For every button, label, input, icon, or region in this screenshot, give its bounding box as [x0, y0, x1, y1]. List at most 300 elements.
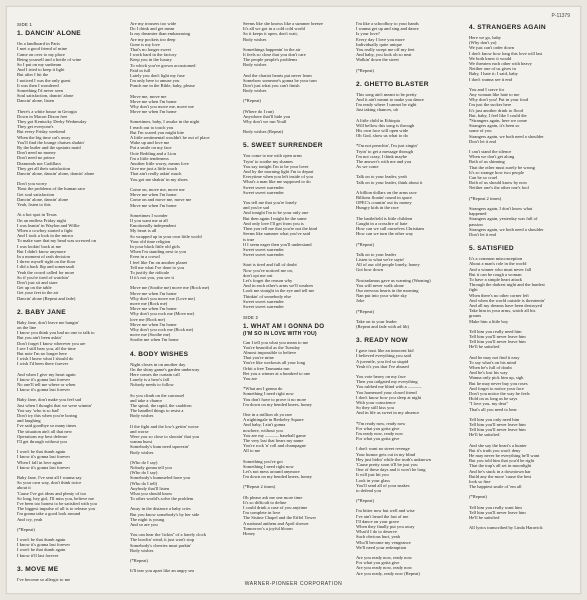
lyric-line: So long, hey girl, I'll miss you, believe me — [17, 495, 94, 501]
lyric-line: To which you've grown accustomed — [130, 62, 196, 68]
lyric-line: I know you think you had no one to talk to — [17, 330, 95, 336]
lyric-line: Don't just what you can't finish — [243, 83, 300, 89]
lyric-line: For what you gotta give — [356, 436, 400, 442]
lyric-line: Don't try this when you're boring — [17, 413, 78, 418]
lyric-line: You can hear the 'tickin'' of a lonely clock — [130, 532, 206, 538]
lyric-line: Don't need no prince — [17, 155, 55, 161]
lyric-line: Make him a little boy — [469, 318, 509, 324]
song-subtitle: (I'M SO IN LOVE WITH YOU) — [243, 330, 317, 337]
lyric-line: Why don't we run Youll — [243, 119, 287, 125]
lyric-line: to defend you — [356, 488, 382, 494]
lyric-line: Can I tell you what you mean to me — [243, 339, 309, 345]
lyric-line: A national anthem and April shower — [243, 520, 309, 526]
lyric-line: and you're sad — [243, 205, 270, 211]
lyric-line: Body wishes — [130, 547, 154, 553]
lyric-line: No one'll tell me where or when — [17, 381, 76, 387]
lyric-line: (Who do I say) — [130, 470, 158, 476]
lyric-line: That's all you need to hear — [469, 406, 517, 412]
lyric-line: (*Repeat) — [356, 67, 374, 73]
lyric-line: You come to me with open arms — [243, 153, 302, 159]
lyric-line: The Sistine Chapel and the Eiffel Tower — [243, 515, 317, 521]
lyric-line: Sweet sweet surrender — [243, 246, 284, 252]
lyric-line: Neither one of us gives in — [469, 66, 516, 72]
lyric-line: is true — [243, 236, 255, 242]
lyric-line: Everytime when you left inside of you — [243, 174, 313, 180]
lyric-line: Talk on to your leader, think about it — [356, 179, 423, 185]
lyric-line: Tell him you'll never leave him — [469, 427, 526, 433]
lyric-line: Down in Macon Dixon free — [17, 113, 68, 119]
lyric-line: *I'm ready now, ready now — [356, 420, 406, 426]
lyric-line: If you want me at all — [130, 217, 168, 223]
lyric-line: That you're mine — [243, 355, 274, 361]
lyric-line: Somebody's bummeled have you — [130, 475, 191, 481]
lyric-line: Don't need no money — [17, 150, 56, 156]
lyric-line: You are my ——— baseball game — [243, 432, 306, 438]
lyric-line: Don't forget I know wherever you are — [17, 340, 86, 346]
lyric-line: Nobody needs to follow — [130, 382, 174, 388]
lyric-line: Move me when I'm home — [130, 306, 177, 312]
lyric-line: And by the morning light I'm to depart — [243, 169, 314, 175]
stanza-gap — [17, 558, 129, 563]
lyric-line: Tell him you'll never leave him — [469, 333, 526, 339]
lyric-line: Here comes the curtain call — [130, 371, 180, 377]
lyric-line: I know it's gonna last forever — [17, 542, 70, 548]
lyric-line: on the line — [17, 324, 37, 330]
lyric-line: And I took a look in the mirror — [17, 233, 74, 239]
lyric-line: And only love I'll get from you is — [243, 220, 304, 226]
stanza-gap — [356, 329, 468, 334]
lyric-line: I wish I knew what I should do — [17, 356, 74, 362]
lyric-line: Tell him you really want him — [469, 504, 522, 510]
song-title: 4. STRANGERS AGAIN — [469, 24, 546, 31]
lyric-line: (Who do I tell) — [130, 480, 158, 486]
lyric-line: The very last that bears my name — [243, 438, 304, 443]
lyrics-column-5 — [469, 21, 581, 573]
lyric-line: Bet you a winner at a hundred to one — [243, 370, 311, 376]
lyric-line: And baby, you look oh so neat — [356, 52, 412, 58]
lyric-line: And forget to notice your face — [469, 385, 524, 391]
lyric-line: One in a million oh ya rare — [243, 411, 292, 417]
lyric-line: I was leanin' in Waylon and Willie — [17, 222, 80, 228]
lyric-line: (*Repeat) — [469, 494, 487, 500]
lyric-line: You'll send all of your snakes — [356, 482, 410, 488]
lyric-line: (*Repeat) — [17, 526, 35, 532]
lyric-line: You vote heavy on my face — [356, 373, 406, 379]
lyric-line: And in life as sweet in my absence — [356, 410, 420, 416]
lyric-line: Seems like summer what you've said — [243, 231, 311, 237]
lyric-line: When there's no other corner left — [469, 292, 529, 298]
lyric-line: They get everyone's — [17, 124, 54, 130]
lyric-line: If it's not you, you see it — [130, 275, 174, 281]
lyric-line: The spiral, the rapid, the cauldron — [130, 403, 192, 408]
lyric-line: and take a chance — [130, 397, 163, 403]
lyric-line: Billions floatin' round in space — [356, 195, 412, 201]
lyric-line: And when the world outside is threatenin' — [469, 297, 545, 303]
stanza-gap — [243, 309, 355, 314]
lyric-line: Tryin' to soothe my shames — [243, 158, 293, 164]
lyric-line: He'll be satisfied — [469, 515, 500, 521]
lyric-line: Baby Jane, don't leave me hangin' — [17, 319, 79, 325]
lyric-line: Are you ready, ready now (Repeat) — [356, 570, 420, 576]
lyric-line: happened — [469, 211, 487, 217]
lyric-line: You tell me that you're lonely — [243, 200, 297, 206]
lyric-line: At a hot spot in Texas — [17, 212, 57, 218]
lyric-line: Dancin' alone, listen — [17, 98, 55, 104]
lyric-line: Yeah it's you that I've abused — [356, 363, 409, 369]
lyric-line: To have a simple heart attack — [469, 276, 523, 282]
lyric-line: Listen to what we're sayin' — [356, 256, 405, 262]
lyric-line: Dancin' alone (Repeat and fade) — [17, 295, 76, 301]
lyric-line: The biggest impulse of all is to release you — [17, 506, 96, 512]
lyric-line: A little child in Ethiopia — [356, 117, 400, 123]
lyric-line: I'm bitter now but well and wise — [356, 508, 415, 514]
lyric-line: All lyrics transcribed by Linda Haravick — [469, 525, 543, 531]
lyric-line: But it's truth you won't deny — [469, 447, 521, 453]
lyric-line: I know it's gonna last forever — [17, 464, 70, 470]
lyric-line: I'm only here to amuse you — [130, 78, 180, 84]
lyric-line: Body wishes — [130, 449, 154, 455]
lyric-line: Walkin' down the street — [356, 57, 399, 63]
lyric-line: Will bellow this song is through — [356, 122, 415, 128]
lyric-line: The howlin' wind, it just won't stop — [130, 537, 195, 543]
lyric-line: So if you're tired of watchin' — [17, 274, 69, 280]
lyric-line: So wrapped up in your own little world — [130, 233, 202, 239]
lyric-line: The situation ain't all that new — [17, 428, 72, 434]
lyric-line: You are — [243, 375, 258, 381]
lyric-line: I'm down on my bended knees, honey — [243, 401, 312, 407]
lyric-line: Who'll become my vengeance — [356, 539, 411, 545]
lyric-line: And baby, I ain't gonna — [243, 422, 286, 428]
lyric-line: I'm a little tenderness — [130, 155, 169, 161]
lyric-line: Put a smile on my face — [130, 145, 172, 151]
lyric-line: When a cowboy started a fight — [17, 227, 73, 233]
lyric-line: Baby Jane, don't make you feel sad — [17, 397, 82, 403]
lyric-line: On a landboard in Paris — [17, 41, 60, 47]
lyric-line: Do I drink and get mean — [130, 26, 175, 32]
lyric-line: Move me when I'm home — [130, 290, 177, 296]
lyric-line: And the chariot hearts put never learn — [243, 72, 312, 78]
lyric-line: Lonely is a hero's fall — [130, 377, 170, 383]
lyric-line: Somethings happenin' in the air — [243, 46, 301, 52]
lyric-line: Here we go, baby — [469, 35, 502, 40]
lyric-line: Look me straight in the eye and tell me — [243, 288, 315, 294]
lyric-line: Why don't you rock me (Rock me) — [130, 326, 194, 332]
lyric-line: All to me — [243, 448, 261, 454]
lyric-line: I've become so allergic to me — [17, 576, 71, 582]
lyric-line: (*Repeat) — [356, 498, 374, 504]
lyric-line: Night closes in on another day — [130, 361, 186, 367]
lyric-line: About a man's role in the world — [469, 261, 527, 267]
lyric-line: It's so strange how two people — [469, 169, 524, 175]
lyric-line: Got bow down — [356, 267, 384, 273]
lyric-line: Something I need right now — [243, 391, 294, 397]
lyric-line: 'Cause pretty soon it'll be just you — [356, 462, 418, 467]
lyric-line: Don't you worry — [17, 181, 47, 187]
lyric-sheet — [6, 6, 581, 594]
lyric-line: Diamonds nor Cadillacs — [17, 160, 61, 166]
song-title: 3. MOVE ME — [17, 565, 59, 573]
lyric-line: I believed everything you said — [356, 353, 412, 359]
lyric-line: Tell me what I've done to you — [130, 264, 185, 270]
lyric-line: But you told him that you'd be right — [469, 458, 535, 464]
lyric-line: A nightingale in Berkeley Square — [243, 417, 304, 423]
lyric-line: Hey just hidin' while the truth's unknown — [356, 456, 431, 462]
lyric-line: Punch me in the Bible, baby, please — [130, 83, 195, 89]
lyric-line: Tell him you'll never leave him — [469, 509, 526, 515]
lyric-line: Sweet sweet surrender — [243, 303, 284, 309]
lyric-line: You say tonight I'm to be your lover — [243, 163, 309, 169]
lyric-line: The handled things to resist a — [130, 408, 184, 414]
lyric-line: You'll find the lounge chaises shakin' — [17, 139, 85, 145]
lyric-line: Sweet sweet surrender — [243, 189, 284, 195]
lyric-line: I noticed I was the only guest — [17, 77, 71, 83]
lyric-line: Hungry kids in the race — [356, 205, 399, 211]
lyric-line: Give me just a little touch — [130, 166, 178, 172]
lyric-line: (*Repeat) — [356, 308, 374, 314]
lyric-line: Another little worry, means love — [130, 161, 189, 167]
lyric-line: The happiest smile of 'em all — [469, 484, 522, 490]
lyric-line: But after I hit the — [17, 72, 49, 78]
lyric-line: To other world's solve the problem — [130, 496, 194, 502]
lyric-line: 'Bout the problems of the human race — [17, 186, 86, 192]
lyric-line: I see I still hear you, all the time — [17, 345, 76, 351]
lyric-line: My heart is all — [130, 228, 157, 234]
lyric-line: Body wishes — [243, 36, 267, 42]
lyric-line: Just taking chances, uh — [356, 107, 398, 113]
lyric-line: Neither one's the other one's fool — [469, 185, 529, 191]
lyric-line: And he's lost his way — [469, 370, 508, 376]
lyric-line: It's just another drink to flood — [469, 107, 523, 113]
lyric-line: You rubbed me blind with a ——— — [356, 384, 422, 390]
lyric-line: Take on to your leader — [356, 318, 397, 324]
song-title: 3. READY NOW — [356, 337, 408, 345]
lyric-line: And I tried to keep it light — [17, 67, 65, 73]
lyric-line: Move me when I'm home — [130, 192, 177, 198]
lyric-line: Tell him you'll never leave him — [469, 339, 526, 345]
lyric-line: So they still kiss you — [356, 405, 394, 411]
lyric-line: I gave trust like an innocent kid — [356, 348, 414, 354]
lyric-line: And so are you — [130, 522, 158, 528]
lyric-line: Emotionally independent — [130, 223, 176, 229]
lyric-line: With your conscience — [356, 399, 396, 405]
lyric-line: I threw myself right on the floor — [17, 259, 76, 265]
lyric-line: A little sentimental wouldn't be out of place — [130, 135, 210, 141]
lyric-line: Yeah the crowd called for more — [17, 269, 75, 275]
lyric-line: I know it's gonna last forever — [17, 376, 70, 382]
lyric-line: Through the darkest night and the hardest — [469, 282, 545, 288]
lyric-line: Ooie Redding and a Lion — [130, 150, 176, 156]
lyric-line: Tell him you only need him — [469, 416, 520, 422]
lyric-line: Look in your glass — [356, 477, 390, 483]
lyric-line: (Who do I say) — [130, 459, 158, 465]
lyric-line: (*Repeat) — [243, 98, 261, 104]
lyric-line: some of you — [469, 128, 492, 134]
lyric-line: But he may never buy you roses — [469, 380, 528, 386]
lyric-line: We threaten each other with heavy — [469, 61, 532, 67]
lyric-line: And he may not find it easy — [469, 354, 520, 360]
lyric-line: And in each other's arms we'll weaken — [243, 283, 313, 289]
lyric-line: Tryin' to get a message through — [356, 148, 414, 154]
lyric-line: Are my trousers too wide — [130, 21, 177, 26]
song-title: 5. SWEET SURRENDER — [243, 142, 323, 150]
lyric-line: Then you tell me that you're not the kind — [243, 226, 318, 232]
lyric-line: You really swept me off my feet — [356, 47, 415, 53]
lyric-line: So it keeps it open, don't wait, — [243, 31, 298, 37]
lyric-line: Even in a crowd — [130, 254, 160, 260]
lyric-line: They got Kentucky Derby Wednesday — [17, 119, 87, 125]
lyric-line: It was then I wondered — [17, 82, 59, 88]
lyric-line: Move me when I'm home — [130, 109, 177, 115]
lyric-line: Come on and move me, move me — [130, 197, 192, 203]
lyric-line: And when I give my heart again — [17, 371, 76, 377]
lyric-line: I won't be that dumb again — [17, 449, 66, 455]
lyric-line: I've ain't heard the last of me — [356, 513, 409, 519]
side-label: SIDE 1 — [17, 22, 33, 27]
lyric-line: It'll tear you apart like an angry sea — [130, 568, 195, 574]
lyric-line: We'll need your redemption — [356, 544, 407, 550]
lyric-line: Get your feet in the air — [17, 290, 59, 296]
lyric-line: passion — [469, 221, 483, 227]
lyric-line: Both of us shinning — [469, 159, 505, 165]
lyric-line: (*Repeat 2 times) — [469, 195, 502, 201]
lyric-line: Move me, move me — [130, 93, 167, 99]
lyric-line: Sweet sweet surrender — [243, 298, 284, 304]
lyric-line: (*Repeat) — [356, 241, 374, 247]
lyric-line: You harnessed your closed friend — [356, 389, 417, 395]
lyric-line: Tomorrow's a joyful bloom — [243, 525, 293, 531]
lyric-line: But I'm scared you might bite — [130, 129, 184, 135]
lyric-line: Strangers again, we both need a shoulder — [469, 226, 544, 232]
lyric-line: look so fine — [469, 479, 491, 485]
lyric-line: Tell him you'll never leave him — [469, 422, 526, 427]
lyric-line: Your old time religion — [130, 238, 171, 244]
lyric-line: On an endless Friday night — [17, 217, 66, 223]
lyric-line: But then again I might be the same — [243, 215, 307, 221]
lyric-line: But you ain't been askin' — [17, 335, 62, 341]
lyrics-column-2 — [130, 21, 242, 573]
lyric-line: move me (Soothe me) — [130, 332, 171, 338]
lyric-line: and laughing — [17, 418, 41, 424]
lyric-line: I don't know how you sleep at night — [356, 394, 422, 400]
lyric-line: So your own way, don't think twice — [17, 480, 82, 486]
lyric-line: I don't know how long this love will last — [469, 50, 543, 56]
lyric-line: I met a good friend of mine — [17, 46, 68, 52]
lyric-line: Oh please ask me one more time — [243, 494, 303, 500]
song-title: 1. WHAT AM I GONNA DO — [243, 323, 325, 331]
lyric-line: Being yourself and a bottle of wine — [17, 56, 82, 62]
lyric-line: It's a common misconception — [469, 256, 523, 262]
lyric-line: Let's not mess around anymore — [243, 469, 300, 475]
lyric-line: His own face will open wide — [356, 128, 409, 134]
lyric-line: Every day I love you more — [356, 36, 405, 42]
lyric-line: Talk on to your leader — [356, 251, 397, 257]
lyric-line: Something you've got — [243, 458, 283, 464]
lyric-line: Move me when I'm home — [130, 321, 177, 327]
lyric-line: We just can't order down — [469, 45, 515, 51]
lyric-line: I'm ready where I cannot be right — [356, 102, 417, 108]
lyric-line: It's all we got in a cold cold world — [243, 26, 305, 32]
lyric-line: Build any the more 'cause the best — [469, 473, 532, 479]
lyric-line: You're rock 'n' roll and champagne — [243, 443, 306, 449]
lyric-line: I feel like I'm on another planet — [130, 259, 188, 265]
lyric-line: I know it's gonna last forever — [17, 454, 70, 460]
lyric-line: He'll be satisfied — [469, 432, 500, 438]
lyric-line: You're beautiful as the Tuesday — [243, 344, 300, 350]
lyric-line: Are my pockets too deep — [130, 36, 176, 42]
lyric-line: I know it's gonna last forever — [17, 387, 70, 393]
lyric-line: Body wishes — [130, 413, 154, 419]
lyric-line: 'Cause I've got ideas and plenty of too — [17, 490, 87, 496]
lyric-line: Can be so cruel — [469, 175, 498, 181]
lyric-line: The night is young — [130, 516, 165, 522]
lyric-line: How can we call ourselves Christians — [356, 226, 425, 232]
lyric-line: "I love you, my dear" — [469, 401, 509, 407]
song-title: 5. SATISFIED — [469, 245, 514, 253]
lyric-line: Lately you don't light my fuse — [130, 73, 185, 79]
lyric-line: All of our old people lonely, honey — [356, 262, 420, 268]
lyric-line: Sweet sweet surrender — [243, 184, 284, 190]
lyric-line: When he's full of doubt — [469, 364, 512, 370]
lyric-line: Somehow someone's gonna be your turn — [243, 77, 317, 83]
lyric-line: What'd I do to deserve — [356, 529, 397, 535]
lyric-line: Strangers again, we both need a shoulder — [469, 133, 544, 139]
lyric-line: By the butler and the upstairs maid — [17, 145, 81, 151]
lyric-line: So you climb on the carrousel — [130, 392, 185, 398]
lyric-line: The people people's problems — [243, 57, 298, 63]
lyric-line: (Where do I run) — [243, 108, 274, 114]
lyric-line: But every Friday weekend — [17, 129, 66, 135]
lyric-line: And a winner who must never fall — [469, 266, 532, 272]
lyric-line: Joke — [356, 298, 365, 304]
lyric-line: Orbit a free Tasmania run — [243, 365, 290, 371]
lyric-line: Honey — [243, 531, 256, 537]
lyric-line: It feels so close that you don't care — [243, 52, 306, 58]
lyric-line: There's a white house in Georgia — [17, 108, 77, 114]
lyric-line: Were you so close to shootin' that you — [130, 434, 200, 440]
lyric-line: It will just hit you — [356, 472, 389, 478]
lyric-line: If I seem eager then you'll understand — [243, 241, 312, 247]
lyric-line: The battlefield is little children — [356, 215, 413, 221]
lyric-line: Individually quite unique — [356, 41, 402, 47]
lyric-line: I'll get through without you — [17, 439, 67, 445]
lyric-line: (Why don't ya) — [469, 40, 497, 46]
song-title: 4. BODY WISHES — [130, 350, 189, 358]
lyric-line: You say 'who is so bad' — [17, 407, 60, 413]
lyric-line: I'm like a schoolboy to your hands — [356, 21, 419, 26]
lyric-line: When we don't get along — [469, 154, 515, 160]
stanza-gap — [469, 237, 581, 242]
lyric-line: When they finally put you away — [356, 524, 415, 530]
lyric-line: Sweet sweet surrender — [243, 252, 284, 258]
lyric-line: Soul satisfaction, dancin' alone — [17, 93, 74, 99]
lyric-line: Nobody gonna tell you — [130, 465, 172, 471]
lyric-line: Nan put into your white sky — [356, 293, 407, 299]
lyric-line: And it ain't meant to make you dance — [356, 97, 424, 103]
lyric-line: Talk on to your leader, yeah — [356, 174, 407, 180]
lyric-line: Why don't you move me (Love me) — [130, 295, 195, 301]
lyric-line: Baby Jane, I've sent all I wanna say — [17, 475, 82, 481]
lyric-line: Let's forget the reason why — [243, 277, 293, 283]
lyric-line: and worse — [130, 428, 149, 434]
lyric-line: The answer's with me and you — [356, 159, 412, 165]
lyric-line: And she say the heart's a hunter — [469, 442, 527, 448]
lyric-line: Don't just sit and stare — [17, 279, 58, 285]
lyric-line: That's no longer sweet — [130, 47, 171, 53]
lyric-line: What you should know — [130, 491, 173, 497]
lyric-line: Strangers again, yesterday was full of — [469, 216, 538, 222]
lyric-line: Keep you in the luxury — [130, 57, 172, 63]
lyric-line: And he's stuck in a downtown bar — [469, 468, 531, 474]
